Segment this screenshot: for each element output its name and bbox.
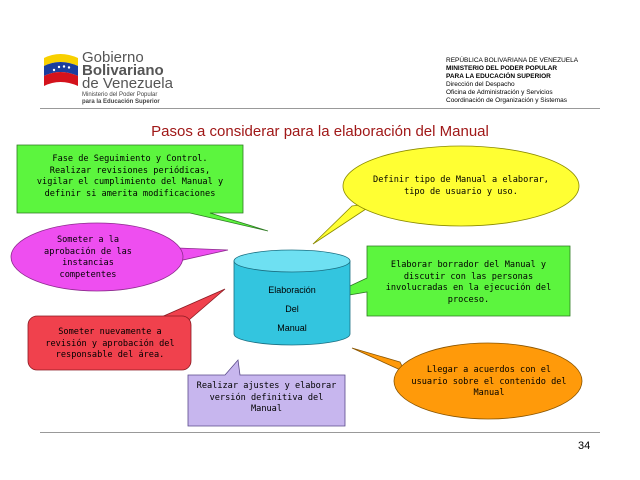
seguimiento-line: vigilar el cumplimiento del Manual y xyxy=(36,177,224,187)
elaborar-line: involucradas en la ejecución del xyxy=(385,283,552,293)
ajustes-line: versión definitiva del xyxy=(209,392,324,403)
institution-line: MINISTERIO DEL PODER POPULAR xyxy=(446,65,558,72)
someter-aprobacion-line: instancias xyxy=(62,258,114,268)
someter-revision-text xyxy=(30,327,190,362)
elaborar-line: proceso. xyxy=(447,294,490,305)
someter-aprobacion-callout-pointer xyxy=(178,248,228,260)
someter-aprobacion-text xyxy=(28,235,148,281)
ajustes-text xyxy=(190,381,343,416)
page-title: Pasos a considerar para la elaboración del Manual xyxy=(151,123,489,140)
ajustes-line: Manual xyxy=(250,404,283,414)
definir-line: Definir tipo de Manual a elaborar, xyxy=(373,175,549,185)
someter-revision-line: responsable del área. xyxy=(55,350,165,360)
someter-aprobacion-line: competentes xyxy=(59,269,117,280)
definir-text xyxy=(353,175,569,198)
institution-line: REPÚBLICA BOLIVARIANA DE VENEZUELA xyxy=(446,57,579,64)
acuerdos-text xyxy=(404,365,574,400)
cylinder-label xyxy=(240,281,344,338)
logo-sub2: para la Educación Superior xyxy=(82,99,160,105)
page-number: 34 xyxy=(578,440,591,452)
elaborar-text xyxy=(370,260,567,306)
institution-line: PARA LA EDUCACIÓN SUPERIOR xyxy=(446,73,551,80)
center-line: Del xyxy=(285,304,299,314)
center-line: Elaboración xyxy=(268,285,316,295)
elaborar-line: Elaborar borrador del Manual y xyxy=(390,260,547,270)
acuerdos-line: Manual xyxy=(473,388,505,398)
elaborar-line: discutir con las personas xyxy=(403,271,534,282)
definir-line: tipo de usuario y uso. xyxy=(404,186,518,197)
seguimiento-line: Realizar revisiones periódicas, xyxy=(49,165,211,176)
institution-line: Oficina de Administración y Servicios xyxy=(446,89,553,96)
someter-aprobacion-line: Someter a la xyxy=(56,235,120,245)
acuerdos-line: usuario sobre el contenido del xyxy=(411,376,567,387)
logo-sub1: Ministerio del Poder Popular xyxy=(82,92,158,98)
logo-line1: Gobierno xyxy=(82,49,144,66)
acuerdos-callout-pointer xyxy=(352,348,405,372)
institution-line: Dirección del Despacho xyxy=(446,81,515,88)
footer-divider xyxy=(40,432,600,433)
seguimiento-line: Fase de Seguimiento y Control. xyxy=(52,154,208,164)
logo-line3: de Venezuela xyxy=(82,75,173,92)
seguimiento-line: definir si amerita modificaciones xyxy=(44,188,216,199)
center-line: Manual xyxy=(277,323,307,333)
someter-revision-line: Someter nuevamente a xyxy=(58,327,162,337)
acuerdos-line: Llegar a acuerdos con el xyxy=(426,365,552,375)
seguimiento-text xyxy=(20,154,240,200)
someter-aprobacion-line: aprobación de las xyxy=(44,246,132,257)
someter-revision-line: revisión y aprobación del xyxy=(45,338,175,349)
institution-line: Coordinación de Organización y Sistemas xyxy=(446,97,568,104)
ajustes-line: Realizar ajustes y elaborar xyxy=(196,381,337,391)
logo-line2: Bolivariano xyxy=(82,62,164,79)
